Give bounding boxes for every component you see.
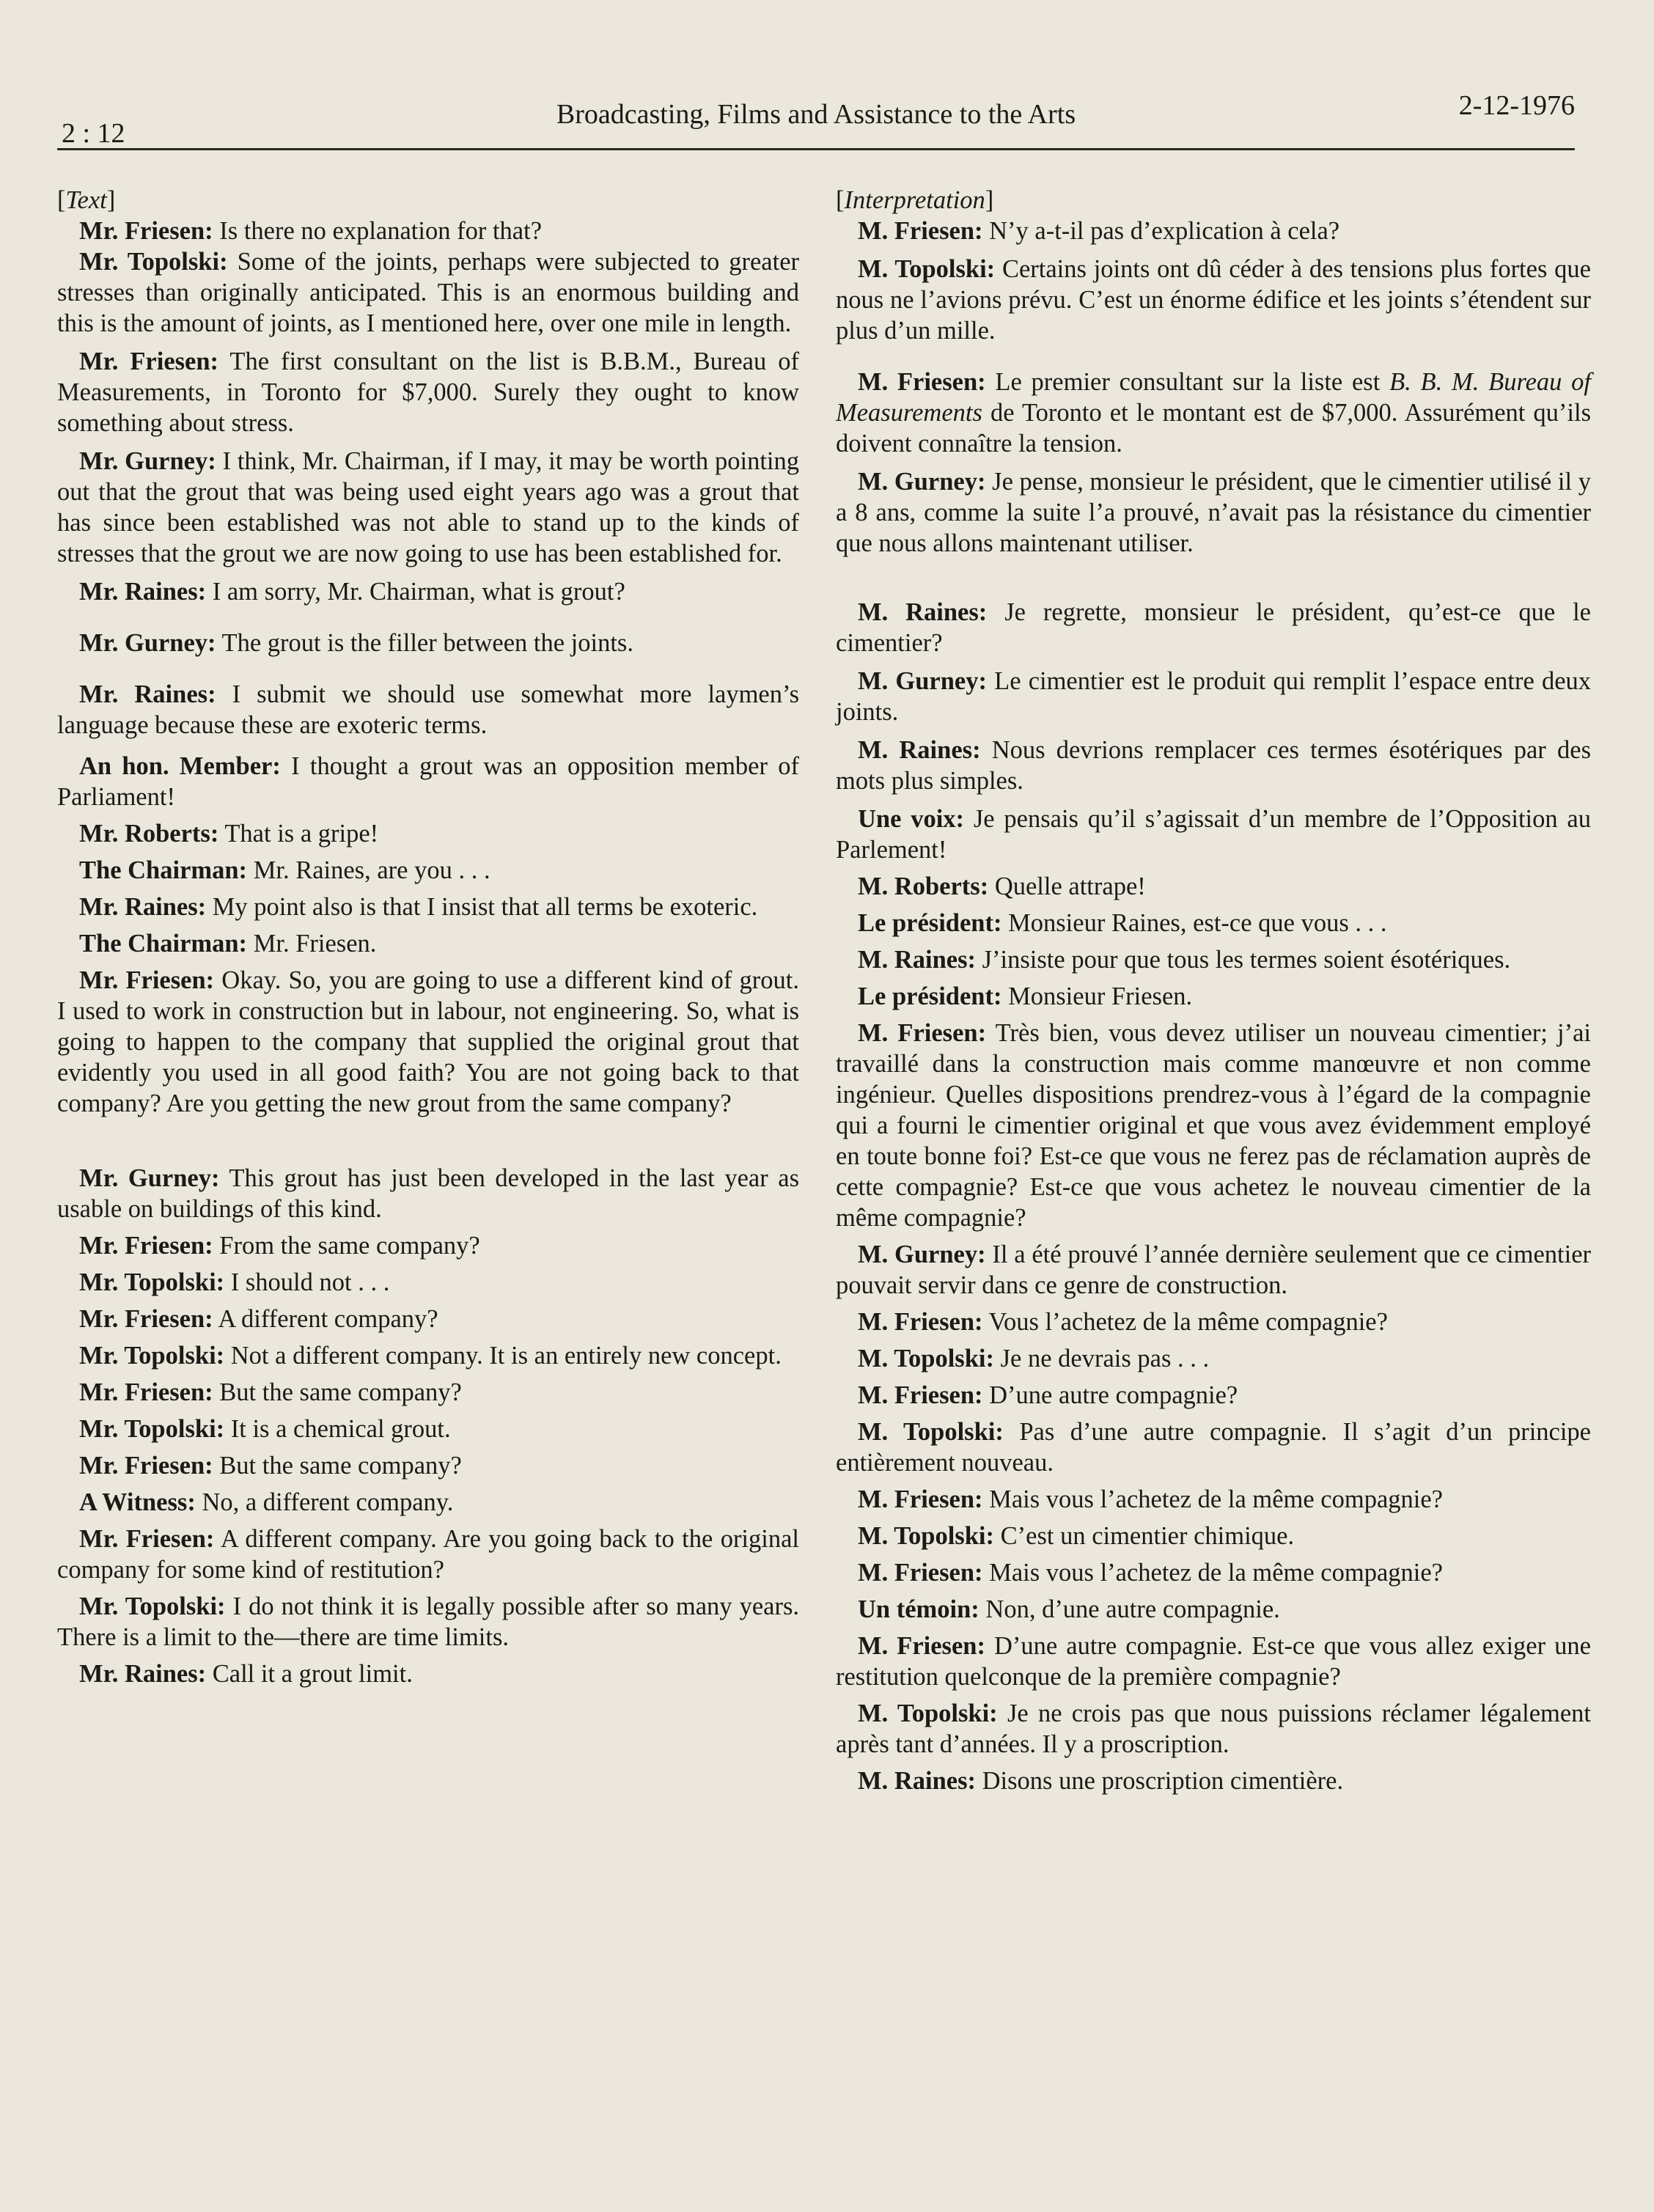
- speech-text: Je regrette, monsieur le président, qu’est-ce que le cimentier?: [836, 598, 1591, 657]
- speech-paragraph: [57, 751, 799, 812]
- speech-text: The first consultant on the list is B.B.M., Bureau of Measurements, in Toronto for $7,000. Surely they ought to know something about stress.: [57, 348, 799, 437]
- speaker-name: M. Topolski:: [858, 1522, 994, 1550]
- speech-paragraph: [836, 981, 1591, 1012]
- speech-text: Okay. So, you are going to use a different kind of grout. I used to work in construction but in labour, not engineering. So, what is going to happen to the company that supplied the original grout that evidently you used in all good faith? You are not going back to that company? Are you getting the new grout from the same company?: [57, 966, 799, 1117]
- header-rule: [57, 148, 1575, 150]
- speaker-name: An hon. Member:: [79, 752, 281, 780]
- speaker-name: M. Raines:: [858, 598, 988, 626]
- speaker-name: The Chairman:: [79, 856, 248, 884]
- speech-paragraph: [57, 346, 799, 438]
- speaker-name: Mr. Raines:: [79, 893, 207, 921]
- english-text-column: [57, 185, 799, 1689]
- speech-paragraph: [57, 855, 799, 886]
- speech-text: Il a été prouvé l’année dernière seulement que ce cimentier pouvait servir dans ce genre de construction.: [836, 1241, 1591, 1299]
- speech-paragraph: [57, 446, 799, 569]
- speech-paragraph: [836, 1557, 1591, 1588]
- speech-text: Quelle attrape!: [988, 872, 1146, 900]
- speaker-name: Mr. Raines:: [79, 680, 216, 708]
- speech-text: It is a chemical grout.: [224, 1415, 451, 1443]
- speech-text: Vous l’achetez de la même compagnie?: [982, 1308, 1388, 1336]
- speech-paragraph: [57, 1414, 799, 1444]
- speaker-name: M. Raines:: [858, 736, 981, 764]
- speaker-name: M. Friesen:: [858, 1559, 983, 1587]
- speech-paragraph: [836, 1594, 1591, 1625]
- speech-paragraph: [836, 1307, 1591, 1337]
- speech-text: I should not . . .: [224, 1268, 390, 1296]
- speech-paragraph: [57, 1163, 799, 1224]
- speaker-name: The Chairman:: [79, 930, 248, 958]
- speech-text: Je ne crois pas que nous puissions réclamer légalement après tant d’années. Il y a proscription.: [836, 1700, 1591, 1758]
- speech-text: Mr. Raines, are you . . .: [247, 856, 490, 884]
- speaker-name: M. Friesen:: [858, 368, 986, 396]
- speech-text: Certains joints ont dû céder à des tensions plus fortes que nous ne l’avions prévu. C’est un énorme édifice et les joints s’étendent sur plus d’un mille.: [836, 255, 1591, 345]
- speech-paragraph: [57, 1487, 799, 1518]
- speech-text: Call it a grout limit.: [206, 1660, 413, 1688]
- page-header: [57, 87, 1575, 153]
- speech-text: That is a gripe!: [218, 820, 379, 848]
- speech-text: I am sorry, Mr. Chairman, what is grout?: [206, 578, 625, 606]
- column-label: [Text]: [57, 186, 116, 214]
- speech-paragraph: [836, 597, 1591, 658]
- speech-paragraph: [836, 944, 1591, 975]
- speech-paragraph: [57, 818, 799, 849]
- speech-text: J’insiste pour que tous les termes soient ésotériques.: [975, 946, 1511, 974]
- speaker-name: Mr. Friesen:: [79, 1378, 213, 1406]
- speech-text: But the same company?: [213, 1452, 462, 1480]
- speaker-name: Mr. Friesen:: [79, 217, 213, 245]
- speech-text: C’est un cimentier chimique.: [994, 1522, 1295, 1550]
- speaker-name: M. Friesen:: [858, 1381, 983, 1409]
- speech-text: No, a different company.: [195, 1488, 454, 1516]
- speech-paragraph: [57, 1524, 799, 1585]
- speech-text: Is there no explanation for that?: [213, 217, 543, 245]
- speaker-name: M. Raines:: [858, 1767, 976, 1795]
- speech-paragraph: [836, 1521, 1591, 1551]
- speaker-name: Mr. Friesen:: [79, 1232, 213, 1260]
- french-interpretation-column: [836, 185, 1591, 1796]
- speech-text: Pas d’une autre compagnie. Il s’agit d’un principe entièrement nouveau.: [836, 1418, 1591, 1477]
- speaker-name: M. Friesen:: [858, 1019, 987, 1047]
- speech-text: I think, Mr. Chairman, if I may, it may be worth pointing out that the grout that was being used eight years ago was a grout that has since been established was not able to stand up to the kinds of stresses that the grout we are now going to use has been established for.: [57, 447, 799, 567]
- speaker-name: A Witness:: [79, 1488, 196, 1516]
- speech-text: Nous devrions remplacer ces termes ésotériques par des mots plus simples.: [836, 736, 1591, 795]
- speech-text: D’une autre compagnie. Est-ce que vous allez exiger une restitution quelconque de la première compagnie?: [836, 1632, 1591, 1691]
- speech-text: Monsieur Friesen.: [1001, 982, 1193, 1010]
- speech-paragraph: [57, 965, 799, 1119]
- speaker-name: M. Gurney:: [858, 468, 986, 496]
- speech-paragraph: [836, 908, 1591, 938]
- speech-text: Le cimentier est le produit qui remplit l’espace entre deux joints.: [836, 667, 1592, 726]
- speech-paragraph: [836, 666, 1591, 727]
- speech-paragraph: [57, 628, 799, 658]
- speaker-name: Mr. Topolski:: [79, 1415, 225, 1443]
- speaker-name: Mr. Gurney:: [79, 447, 216, 475]
- speech-paragraph: [836, 1631, 1591, 1692]
- speech-text: Mais vous l’achetez de la même compagnie?: [982, 1485, 1443, 1513]
- speech-paragraph: [57, 1658, 799, 1689]
- speaker-name: M. Friesen:: [858, 1632, 985, 1660]
- speaker-name: M. Gurney:: [858, 667, 987, 695]
- speaker-name: Une voix:: [858, 805, 965, 833]
- speech-text: Très bien, vous devez utiliser un nouveau cimentier; j’ai travaillé dans la construction mais comme manœuvre et non comme ingénieur. Quelles dispositions prendrez-vous à l’égard de la compagnie qui a fourni le cimentier original et que vous avez évidemment employé en toute bonne foi? Est-ce que vous ne ferez pas de réclamation auprès de cette compagnie? Est-ce que vous achetez le nouveau cimentier de la même compagnie?: [836, 1019, 1592, 1232]
- speaker-name: Mr. Friesen:: [79, 348, 219, 375]
- speaker-name: Mr. Friesen:: [79, 1525, 215, 1553]
- speech-paragraph: [836, 254, 1591, 346]
- running-title: Broadcasting, Films and Assistance to the Arts: [556, 99, 1076, 130]
- speaker-name: Mr. Gurney:: [79, 1164, 220, 1192]
- session-date: 2-12-1976: [1458, 90, 1575, 121]
- speech-text: The grout is the filler between the joints.: [216, 629, 633, 657]
- speech-text: Disons une proscription cimentière.: [975, 1767, 1344, 1795]
- speaker-name: Mr. Friesen:: [79, 1452, 213, 1480]
- page-number: 2 : 12: [62, 118, 125, 149]
- speech-paragraph: [57, 1230, 799, 1261]
- speech-paragraph: [836, 367, 1591, 459]
- speech-text: Mais vous l’achetez de la même compagnie?: [982, 1559, 1443, 1587]
- speech-text: Mr. Friesen.: [247, 930, 377, 958]
- speaker-name: M. Raines:: [858, 946, 976, 974]
- speaker-name: Mr. Friesen:: [79, 966, 215, 994]
- speaker-name: M. Topolski:: [858, 255, 996, 283]
- speaker-name: M. Topolski:: [858, 1700, 998, 1727]
- speech-text: Non, d’une autre compagnie.: [979, 1595, 1280, 1623]
- speech-paragraph: [57, 1267, 799, 1298]
- speech-paragraph: [57, 246, 799, 339]
- speech-text: My point also is that I insist that all terms be exoteric.: [206, 893, 758, 921]
- speech-text: Je ne devrais pas . . .: [994, 1345, 1210, 1373]
- speaker-name: Mr. Topolski:: [79, 1342, 225, 1370]
- speech-text: de Toronto et le montant est de $7,000. Assurément qu’ils doivent connaître la tension.: [836, 399, 1591, 458]
- speech-paragraph: [836, 804, 1591, 865]
- speaker-name: Mr. Friesen:: [79, 1305, 213, 1333]
- speaker-name: Le président:: [858, 909, 1002, 937]
- speech-text: Je pensais qu’il s’agissait d’un membre de l’Opposition au Parlement!: [836, 805, 1591, 864]
- speech-paragraph: [836, 1380, 1591, 1411]
- speech-text: A different company?: [213, 1305, 438, 1333]
- speech-text: I submit we should use somewhat more laymen’s language because these are exoteric terms.: [57, 680, 799, 739]
- speaker-name: M. Gurney:: [858, 1241, 986, 1268]
- speaker-name: Un témoin:: [858, 1595, 979, 1623]
- speaker-name: Mr. Topolski:: [79, 1592, 226, 1620]
- speech-paragraph: [836, 216, 1591, 246]
- speech-paragraph: [57, 1450, 799, 1481]
- speech-text: Not a different company. It is an entirely new concept.: [224, 1342, 782, 1370]
- speaker-name: M. Friesen:: [858, 1308, 983, 1336]
- speech-text: Je pense, monsieur le président, que le cimentier utilisé il y a 8 ans, comme la suite l’a prouvé, n’avait pas la résistance du cimentier que nous allons maintenant utiliser.: [836, 468, 1591, 557]
- speech-paragraph: [836, 1484, 1591, 1515]
- speech-text: Le premier consultant sur la liste est: [985, 368, 1390, 396]
- speech-paragraph: [836, 871, 1591, 902]
- speech-paragraph: [57, 576, 799, 607]
- speech-paragraph: [57, 1377, 799, 1408]
- speech-paragraph: [57, 892, 799, 922]
- speaker-name: M. Topolski:: [858, 1345, 994, 1373]
- column-label: [Interpretation]: [836, 186, 994, 214]
- speaker-name: M. Roberts:: [858, 872, 989, 900]
- speech-text: Monsieur Raines, est-ce que vous . . .: [1001, 909, 1387, 937]
- speech-paragraph: [836, 1698, 1591, 1760]
- speech-paragraph: [57, 679, 799, 741]
- speaker-name: Mr. Topolski:: [79, 248, 228, 276]
- speech-text: D’une autre compagnie?: [982, 1381, 1238, 1409]
- speech-paragraph: [836, 1343, 1591, 1374]
- speaker-name: Mr. Raines:: [79, 578, 207, 606]
- speaker-name: M. Friesen:: [858, 217, 983, 245]
- italic-name: B. B. M. Bureau of Measurements: [836, 368, 1591, 427]
- speaker-name: Mr. Roberts:: [79, 820, 219, 848]
- speech-paragraph: [836, 1018, 1591, 1233]
- speech-text: This grout has just been developed in the last year as usable on buildings of this kind.: [57, 1164, 799, 1223]
- speaker-name: M. Topolski:: [858, 1418, 1004, 1446]
- speech-paragraph: [836, 735, 1591, 796]
- speech-paragraph: [836, 1417, 1591, 1478]
- speech-paragraph: [57, 1304, 799, 1334]
- speech-paragraph: [836, 1765, 1591, 1796]
- speaker-name: Mr. Raines:: [79, 1660, 207, 1688]
- speaker-name: Le président:: [858, 982, 1002, 1010]
- speech-text: A different company. Are you going back to the original company for some kind of restitution?: [57, 1525, 799, 1584]
- speech-text: But the same company?: [213, 1378, 462, 1406]
- speech-paragraph: [836, 1239, 1591, 1301]
- speaker-name: M. Friesen:: [858, 1485, 983, 1513]
- speaker-name: Mr. Topolski:: [79, 1268, 225, 1296]
- speech-paragraph: [57, 928, 799, 959]
- speech-text: From the same company?: [213, 1232, 480, 1260]
- speech-paragraph: [836, 466, 1591, 559]
- speech-text: N’y a-t-il pas d’explication à cela?: [982, 217, 1340, 245]
- speech-text: I thought a grout was an opposition member of Parliament!: [57, 752, 799, 811]
- speaker-name: Mr. Gurney:: [79, 629, 216, 657]
- speech-paragraph: [57, 1591, 799, 1653]
- speech-text: I do not think it is legally possible after so many years. There is a limit to the—there are time limits.: [57, 1592, 799, 1651]
- speech-paragraph: [57, 216, 799, 246]
- speech-text: Some of the joints, perhaps were subjected to greater stresses than originally anticipated. This is an enormous building and this is the amount of joints, as I mentioned here, over one mile in length.: [57, 248, 800, 337]
- speech-paragraph: [57, 1340, 799, 1371]
